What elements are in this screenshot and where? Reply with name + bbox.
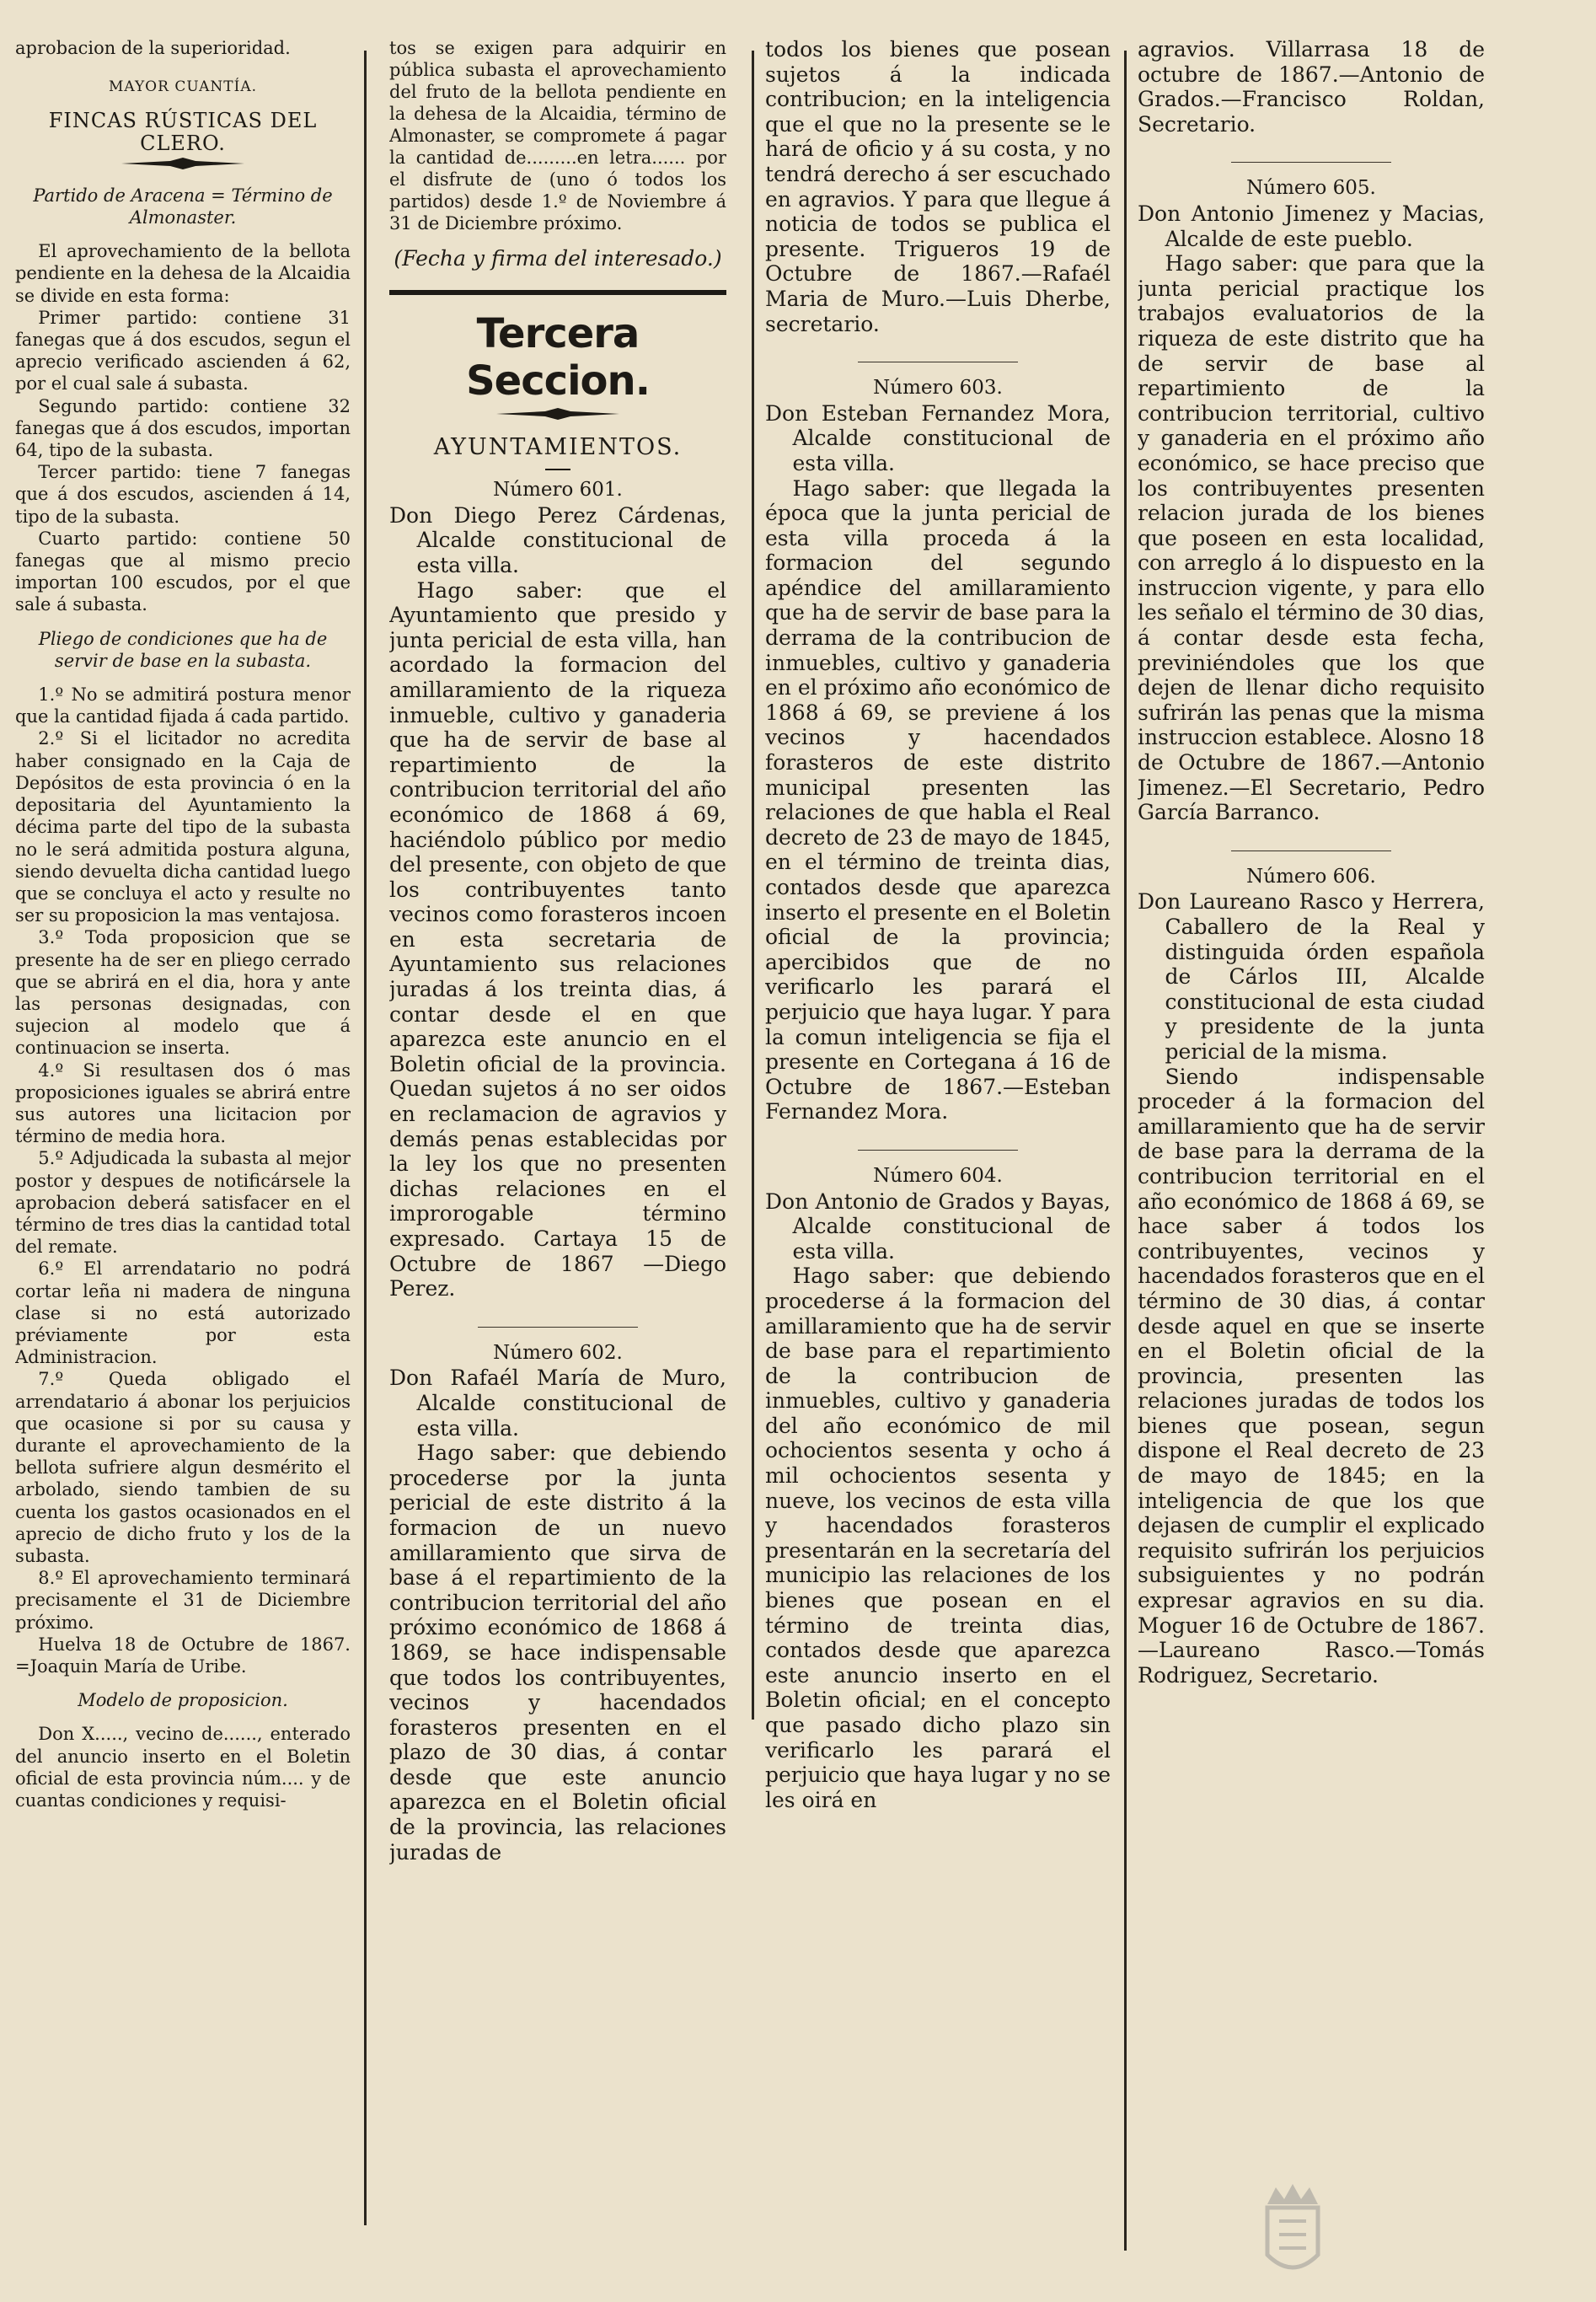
section-heading: MAYOR CUANTÍA. [108,78,258,96]
paragraph: Cuarto partido: contiene 50 fanegas que al mismo precio importan 100 escudos, por el que sale á subasta. [15,528,351,615]
column-rule [364,51,367,2225]
paragraph: Don X....., vecino de......, enterado del anuncio inserto en el Boletin oficial de esta provincia núm.... y de cuantas condiciones y requisi- [15,1724,351,1811]
column-3 [765,37,1111,2268]
column-2 [389,37,726,2268]
condition: 6.º El arrendatario no podrá cortar leña ni madera de ninguna clase si no está autorizado préviamente por esta Administracion. [15,1258,351,1368]
signature-note: (Fecha y firma del interesado.) [394,246,722,271]
divider [858,1150,1018,1151]
subheading: Partido de Aracena = Término de Almonaster. [33,185,333,228]
column-rule [752,51,754,1720]
column-4 [1138,37,1485,2268]
condition: 7.º Queda obligado el arrendatario á abonar los perjuicios que ocasione si por su causa y durante el aprovechamiento de la bellota sufriere algun desmérito el arbolado, siendo tambien de su cuenta los gastos ocasionados en el aprecio de dicho fruto y los de la subasta. [15,1369,351,1566]
notice-body: Hago saber: que llegada la época que la junta pericial de esta villa proceda á la formacion del segundo apéndice del amillaramiento que ha de servir de base para la derrama de la contribucion de inmuebles, cultivo y ganaderia en el próximo año económico de 1868 á 69, se previene á los vecinos y hacendados forasteros de este distrito municipal presenten las relaciones de que habla el Real decreto de 23 de mayo de 1845, en el término de treinta dias, contados desde que aparezca inserto el presente en el Boletin oficial de la provincia; apercibidos que de no verificarlo les parará el perjuicio que haya lugar. Y para la comun inteligencia se fija el presente en Cortegana á 16 de Octubre de 1867.—Esteban Fernandez Mora. [765,475,1111,1124]
paragraph: Segundo partido: contiene 32 fanegas que á dos escudos, importan 64, tipo de la subasta. [15,395,351,461]
column-rule [1124,51,1127,2251]
notice-number: Número 603. [873,377,1003,400]
notice-body: Hago saber: que debiendo procederse por la junta pericial de este distrito á la formacion de un nuevo amillaramiento que sirva de base á el repartimiento de la contribucion territorial del año próximo económico de 1868 á 1869, se hace indispensable que todos los contribuyentes, vecinos y hacendados forasteros presenten en el plazo de 30 dias, á contar desde que este anuncio aparezca en el Boletin oficial de la provincia, las relaciones juradas de [389,1441,726,1865]
notice-number: Número 606. [1246,865,1376,888]
notice-number: Número 605. [1246,177,1376,200]
condition: 1.º No se admitirá postura menor que la cantidad fijada á cada partido. [15,684,351,727]
notice-number: Número 604. [873,1164,1003,1187]
paragraph: todos los bienes que posean sujetos á la indicada contribucion; en la inteligencia que el que no la presente se le hará de oficio y á su costa, y no tendrá derecho á ser escuchado en agravios. Y para que llegue á noticia de todos se publica el presente. Trigueros 19 de Octubre de 1867.—Rafaél Maria de Muro.—Luis Dherbe, secretario. [765,37,1111,336]
notice-body: Siendo indispensable proceder á la formacion del amillaramiento que ha de servir de base para la derrama de la contribucion territorial en el año económico de 1868 á 69, se hace saber á todos los contribuyentes, vecinos y hacendados forasteros que en el término de 30 dias, á contar desde aquel en que se inserte en el Boletin oficial de la provincia, presenten las relaciones juradas de todos los bienes que posean, segun dispone el Real decreto de 23 de mayo de 1845; en la inteligencia de que los que dejasen de cumplir el explicado requisito sufrirán los perjuicios subsiguientes y no podrán expresar agravios en su dia. Moguer 16 de Octubre de 1867. —Laureano Rasco.—Tomás Rodriguez, Secretario. [1138,1064,1485,1688]
divider [478,1327,638,1328]
paragraph: El aprovechamiento de la bellota pendiente en la dehesa de la Alcaidia se divide en esta forma: [15,241,351,306]
condition: 2.º Si el licitador no acredita haber consignado en la Caja de Depósitos de esta provincia ó en la depositaria del Ayuntamiento la décima parte del tipo de la subasta no le será admitida postura alguna, siendo devuelta dicha cantidad luego que se concluya el acto y resulte no ser su proposicion la mas ventajosa. [15,728,351,926]
notice-number: Número 602. [493,1341,623,1364]
subheading: Pliego de condiciones que ha de servir de base en la subasta. [38,628,328,671]
section-title: FINCAS RÚSTICAS DEL CLERO. [48,109,318,155]
notice-heading: Don Rafaél María de Muro, Alcalde constitucional de esta villa. [389,1366,726,1441]
section-title: Tercera Seccion. [466,309,650,405]
subheading: Modelo de proposicion. [78,1690,288,1711]
notice-heading: Don Antonio Jimenez y Macias, Alcalde de este pueblo. [1138,201,1485,251]
paragraph: Tercer partido: tiene 7 fanegas que á dos escudos, ascienden á 14, tipo de la subasta. [15,462,351,527]
notice-heading: Don Antonio de Grados y Bayas, Alcalde constitucional de esta villa. [765,1189,1111,1264]
archive-watermark [1251,2171,1571,2297]
notice-body: Hago saber: que debiendo procederse á la formacion del amillaramiento que ha de servir de base para el repartimiento de la contribucion de inmuebles, cultivo y ganaderia del año económico de mil ochocientos sesenta y ocho á mil ochocientos sesenta y nueve, los vecinos de esta villa y hacendados forasteros presentarán en la secretaría del municipio las relaciones de los bienes que posean en el término de treinta dias, contados desde que aparezca este anuncio inserto en el Boletin oficial; en el concepto que pasado dicho plazo sin verificarlo les parará el perjuicio que haya lugar y no se les oirá en [765,1264,1111,1812]
ornament-divider-icon [120,158,246,169]
signature-line: Huelva 18 de Octubre de 1867. =Joaquin María de Uribe. [15,1634,351,1677]
notice-heading: Don Esteban Fernandez Mora, Alcalde constitucional de esta villa. [765,400,1111,475]
dash-divider-icon [528,466,587,473]
notice-number: Número 601. [493,479,623,502]
paragraph: Primer partido: contiene 31 fanegas que á dos escudos, segun el aprecio verificado ascienden á 62, por el cual sale á subasta. [15,307,351,394]
divider [1231,162,1391,163]
heavy-rule [389,290,726,295]
notice-heading: Don Laureano Rasco y Herrera, Caballero de la Real y distinguida órden española de Cárlos III, Alcalde constitucional de esta ciudad y presidente de la junta pericial de la misma. [1138,889,1485,1064]
condition: 3.º Toda proposicion que se presente ha de ser en pliego cerrado que se abrirá en el dia, hora y ante las personas designadas, con sujecion al modelo que á continuacion se inserta. [15,927,351,1059]
notice-body: Hago saber: que el Ayuntamiento que presido y junta pericial de esta villa, han acordado la formacion del amillaramiento de la riqueza inmueble, cultivo y ganaderia que ha de servir de base al repartimiento de la contribucion territorial del año económico de 1868 á 69, haciéndolo público por medio del presente, con objeto de que los contribuyentes tanto vecinos como forasteros incoen en esta secretaria de Ayuntamiento sus relaciones juradas á los treinta dias, á contar desde el en que aparezca este anuncio en el Boletin oficial de la provincia. Quedan sujetos á no ser oidos en reclamacion de agravios y demás penas establecidas por la ley los que no presenten dichas relaciones en el improrogable término expresado. Cartaya 15 de Octubre de 1867 —Diego Perez. [389,577,726,1301]
column-1 [15,37,351,2268]
paragraph: tos se exigen para adquirir en pública subasta el aprovechamiento del fruto de la bellota pendiente en la dehesa de la Alcaidia, término de Almonaster, se compromete á pagar la cantidad de.........en letra...... por el disfrute de (uno ó todos los partidos) desde 1.º de Noviembre á 31 de Diciembre próximo. [389,38,726,233]
paragraph: agravios. Villarrasa 18 de octubre de 1867.—Antonio de Grados.—Francisco Roldan, Secretario. [1138,37,1485,137]
ornament-divider-icon [495,408,621,420]
condition: 5.º Adjudicada la subasta al mejor postor y despues de notificársele la aprobacion deberá satisfacer en el término de tres dias la cantidad total del remate. [15,1148,351,1258]
notice-heading: Don Diego Perez Cárdenas, Alcalde constitucional de esta villa. [389,502,726,577]
condition: 4.º Si resultasen dos ó mas proposiciones iguales se abrirá entre sus autores una licitacion por término de media hora. [15,1060,351,1147]
condition: 8.º El aprovechamiento terminará precisamente el 31 de Diciembre próximo. [15,1568,351,1633]
crown-shield-icon [1251,2171,1571,2297]
paragraph: aprobacion de la superioridad. [15,38,291,58]
notice-body: Hago saber: que para que la junta pericial practique los trabajos evaluatorios de la riqueza de este distrito que ha de servir de base al repartimiento de la contribucion territorial, cultivo y ganaderia en el próximo año económico, se hace preciso que los contribuyentes presenten relacion jurada de los bienes que poseen en esta localidad, con arreglo á lo dispuesto en la instruccion vigente, y para ello les señalo el término de 30 dias, á contar desde esta fecha, previniéndoles que los que dejen de llenar dicho requisito sufrirán las penas que la misma instruccion establece. Alosno 18 de Octubre de 1867.—Antonio Jimenez.—El Secretario, Pedro García Barranco. [1138,251,1485,825]
section-heading: AYUNTAMIENTOS. [433,433,683,460]
